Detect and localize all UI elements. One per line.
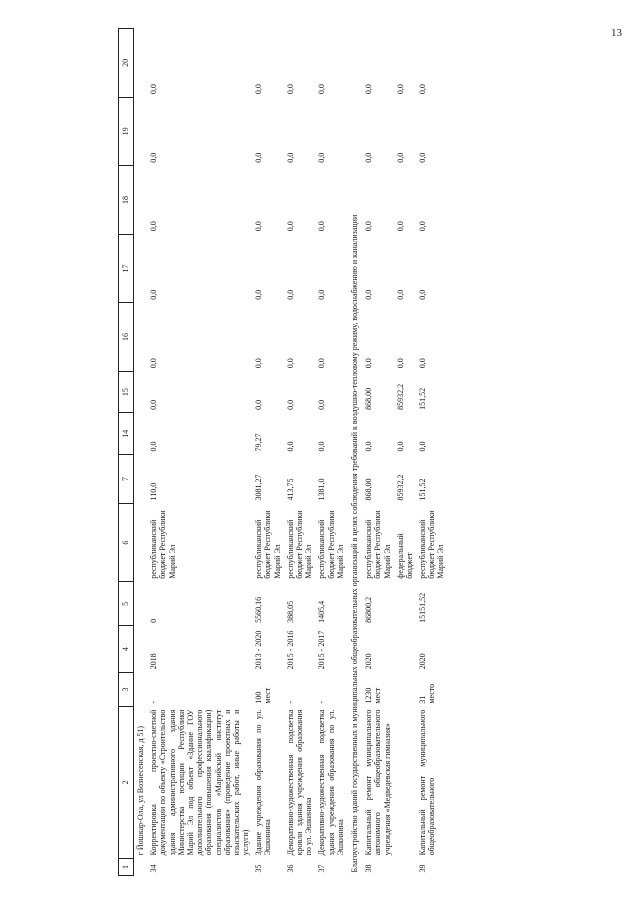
table-cell: 0,0 (285, 84, 295, 95)
table-row (252, 29, 284, 876)
table-row (416, 29, 448, 876)
table-cell: 0,0 (317, 152, 327, 163)
table-cell (134, 858, 148, 875)
table-cell: 0,0 (254, 84, 264, 95)
table-row (147, 29, 252, 876)
table-cell: 0,0 (285, 289, 295, 300)
table-cell: федеральный бюджет (395, 533, 414, 579)
column-header: 14 (119, 413, 134, 455)
header-row (119, 29, 134, 876)
table-cell: 0,0 (317, 221, 327, 232)
table-cell: 413,75 (285, 478, 295, 501)
table-cell (394, 582, 416, 626)
table-cell (134, 503, 148, 581)
rotated-table-wrapper (118, 28, 618, 876)
table-cell: 0,0 (254, 289, 264, 300)
column-header: 19 (119, 97, 134, 166)
table-cell (134, 166, 148, 235)
table-cell: республиканский бюджет Республики Марий Эл (418, 510, 446, 579)
table-cell: 79,27 (254, 433, 264, 452)
table-cell: 0,0 (254, 152, 264, 163)
table-cell: 0,0 (364, 358, 374, 369)
table-body-2 (362, 29, 448, 876)
table-row (394, 29, 416, 876)
table-cell: 0,0 (149, 399, 159, 410)
table-cell (394, 707, 416, 859)
table-cell: 2013 - 2020 (254, 630, 264, 670)
table-cell: 15151,52 (418, 592, 428, 623)
table-cell: 0,0 (149, 358, 159, 369)
column-header: 7 (119, 455, 134, 504)
column-header: 17 (119, 234, 134, 303)
table-cell: 0,0 (149, 289, 159, 300)
table-cell: 0,0 (149, 152, 159, 163)
table-cell (134, 672, 148, 706)
table-cell: 0 (149, 618, 159, 623)
column-header: 5 (119, 582, 134, 626)
table-cell: республиканский бюджет Республики Марий Эл (285, 510, 314, 579)
table-cell: г Йошкар-Ола, ул Вознесенская, д 51) (136, 725, 145, 856)
page-number: 13 (611, 27, 622, 39)
table-cell (134, 303, 148, 372)
table-cell: 0,0 (364, 152, 374, 163)
table-cell: республиканский бюджет Республики Марий Эл (254, 510, 282, 579)
table-cell: 38 (364, 864, 374, 873)
table-cell: Корректировка проектно-сметной документации по объекту «Строительство здания административного здания Министерства юстиции Республики Марий Эл под объект «Здание ГОУ дополнительного профессионального образования (повышения квалификации) специалистов «Марийский институт образования» (проведение проектных и изыскательских работ, иные работы и услуги) (149, 709, 251, 856)
table-cell: 151,52 (418, 478, 428, 501)
table-cell: 0,0 (418, 441, 428, 452)
table-cell: 0,0 (285, 358, 295, 369)
table-cell: 0,0 (364, 441, 374, 452)
table-cell: Декоративно-художественная подсветка здания учреждения образования по ул. Эшкинина (317, 709, 345, 856)
column-header: 20 (119, 29, 134, 98)
table-cell: 0,0 (364, 221, 374, 232)
table-row (134, 29, 148, 876)
column-header: 4 (119, 626, 134, 673)
table-cell (394, 626, 416, 673)
table-cell: 388,05 (285, 600, 295, 623)
table-cell: 37 (317, 864, 327, 873)
table-cell: 5560,16 (254, 596, 264, 623)
table-cell: 2015 - 2016 (285, 630, 295, 670)
table-cell: 0,0 (395, 84, 405, 95)
table-cell: 0,0 (149, 441, 159, 452)
table-cell (134, 97, 148, 166)
table-cell: 0,0 (285, 441, 295, 452)
table-cell: 39 (418, 864, 428, 873)
table-cell: 0,0 (149, 84, 159, 95)
table-cell: 0,0 (395, 358, 405, 369)
table-cell: 3081,27 (254, 474, 264, 501)
table-cell: 0,0 (364, 84, 374, 95)
table-cell: 1405,4 (317, 600, 327, 623)
table-cell: 0,0 (418, 289, 428, 300)
table-cell: 86800,2 (364, 596, 374, 623)
table-cell (394, 858, 416, 875)
column-header: 16 (119, 303, 134, 372)
table-cell (394, 672, 416, 706)
table-cell: 2020 (418, 653, 428, 670)
table-cell (134, 371, 148, 413)
table-cell: 0,0 (418, 221, 428, 232)
table-cell: 2020 (364, 653, 374, 670)
table-cell: - (285, 700, 295, 704)
table-cell: 0,0 (364, 289, 374, 300)
table-cell: 0,0 (317, 399, 327, 410)
table-cell: 31 место (418, 683, 437, 704)
table-cell (134, 582, 148, 626)
table-cell: 868,00 (364, 478, 374, 501)
table-cell: 0,0 (418, 358, 428, 369)
section-row (347, 29, 362, 876)
table-cell: 110,0 (149, 482, 159, 501)
column-header: 2 (119, 707, 134, 859)
table-cell (134, 413, 148, 455)
column-header: 15 (119, 371, 134, 413)
table-cell: 0,0 (395, 152, 405, 163)
table-cell: 0,0 (254, 399, 264, 410)
table-cell: 100 мест (254, 687, 273, 704)
table-cell: 34 (149, 864, 159, 873)
table-cell: 0,0 (149, 221, 159, 232)
table-cell: 0,0 (317, 358, 327, 369)
table-cell: Капитальный ремонт муниципального автономного общеобразовательного учреждения «Медведевская гимназия» (364, 709, 392, 856)
table-cell: Декоративно-художественная подсветка кровли здания учреждения образования по ул. Эшкинина (285, 709, 314, 856)
table-cell: Здание учреждения образования по ул. Эшкинина (254, 709, 273, 856)
table-cell (134, 29, 148, 98)
table-cell: 0,0 (395, 221, 405, 232)
table-cell: республиканский бюджет Республики Марий Эл (364, 510, 392, 579)
table-cell: 36 (285, 864, 295, 873)
table-cell: 0,0 (285, 399, 295, 410)
table-cell (134, 455, 148, 504)
table-cell: 0,0 (317, 84, 327, 95)
table-row (362, 29, 394, 876)
table-cell: 0,0 (285, 221, 295, 232)
table-row (315, 29, 347, 876)
table-cell: 0,0 (254, 221, 264, 232)
table-cell: 85932,2 (395, 474, 405, 501)
table-cell: 0,0 (395, 441, 405, 452)
table-body (134, 29, 347, 876)
table-cell: - (149, 700, 159, 704)
table-cell: 0,0 (418, 152, 428, 163)
table-cell: 35 (254, 864, 264, 873)
column-header: 6 (119, 503, 134, 581)
table-cell: Капитальный ремонт муниципального общеобразовательного (418, 709, 437, 856)
table-cell: 151,52 (418, 387, 428, 410)
table-cell: 1381,0 (317, 478, 327, 501)
table-cell (134, 234, 148, 303)
table-cell: 0,0 (254, 358, 264, 369)
column-header: 3 (119, 672, 134, 706)
table-cell: 0,0 (395, 289, 405, 300)
section-title: Благоустройство зданий государственных и муниципальных общеобразовательных организаций в целях соблюдения требований к воздушно-тепловому режиму, водоснабжению и канализации (349, 214, 359, 873)
table-cell: 2015 - 2017 (317, 630, 327, 670)
budget-table (118, 28, 448, 876)
table-row (284, 29, 316, 876)
column-header: 18 (119, 166, 134, 235)
table-cell: - (317, 700, 327, 704)
table-cell: 0,0 (418, 84, 428, 95)
table-cell: 868,00 (364, 387, 374, 410)
table-cell: 85932,2 (395, 383, 405, 410)
table-cell: 1230 мест (364, 687, 383, 704)
table-cell: республиканский бюджет Республики Марий Эл (149, 510, 177, 579)
column-header: 1 (119, 858, 134, 875)
table-cell: 0,0 (285, 152, 295, 163)
table-cell: республиканский бюджет Республики Марий Эл (317, 510, 345, 579)
table-cell: 2018 (149, 653, 159, 670)
table-cell: 0,0 (317, 289, 327, 300)
table-cell (134, 626, 148, 673)
table-cell: 0,0 (317, 441, 327, 452)
